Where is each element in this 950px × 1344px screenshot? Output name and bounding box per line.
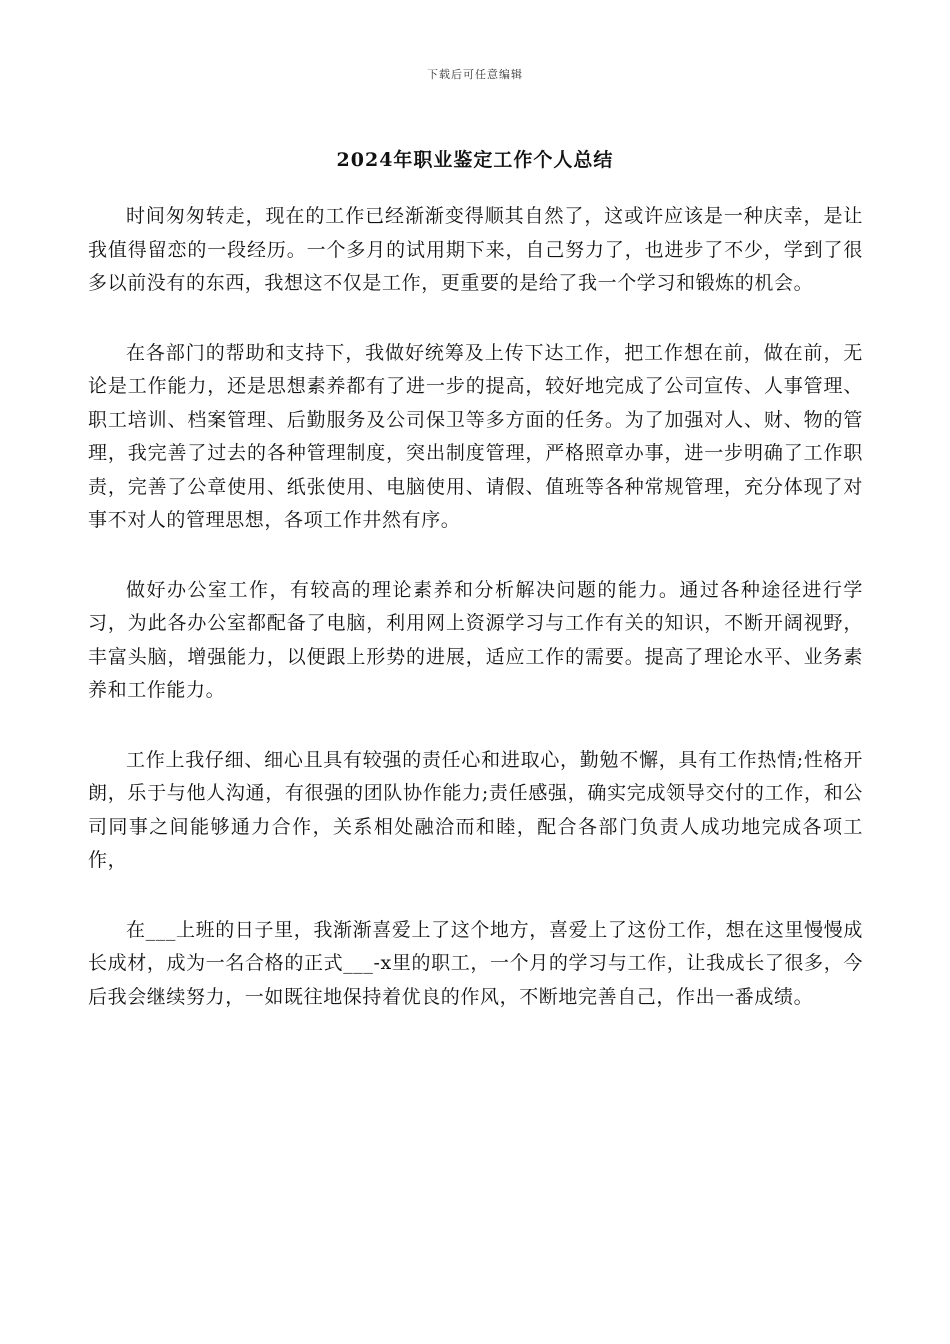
document-title: 2024年职业鉴定工作个人总结 [336,149,614,171]
paragraph-4: 工作上我仔细、细心且具有较强的责任心和进取心，勤勉不懈，具有工作热情;性格开朗，乐于与他人沟通，有很强的团队协作能力;责任感强，确实完成领导交付的工作，和公司同事之间能够通力合作，关系相处融洽而和睦，配合各部门负责人成功地完成各项工作， [88,748,863,871]
paragraph-3: 做好办公室工作，有较高的理论素养和分析解决问题的能力。通过各种途径进行学习，为此各办公室都配备了电脑，利用网上资源学习与工作有关的知识，不断开阔视野，丰富头脑，增强能力，以便跟上形势的进展，适应工作的需要。提高了理论水平、业务素养和工作能力。 [88,578,863,701]
document-body [88,200,863,1050]
paragraph-2: 在各部门的帮助和支持下，我做好统筹及上传下达工作，把工作想在前，做在前，无论是工作能力，还是思想素养都有了进一步的提高，较好地完成了公司宣传、人事管理、职工培训、档案管理、后勤服务及公司保卫等多方面的任务。为了加强对人、财、物的管理，我完善了过去的各种管理制度，突出制度管理，严格照章办事，进一步明确了工作职责，完善了公章使用、纸张使用、电脑使用、请假、值班等各种常规管理，充分体现了对事不对人的管理思想，各项工作井然有序。 [88,341,863,531]
page-header-note: 下载后可任意编辑 [427,68,523,81]
paragraph-1: 时间匆匆转走，现在的工作已经渐渐变得顺其自然了，这或许应该是一种庆幸，是让我值得留恋的一段经历。一个多月的试用期下来，自己努力了，也进步了不少，学到了很多以前没有的东西，我想这不仅是工作，更重要的是给了我一个学习和锻炼的机会。 [88,205,863,294]
paragraph-5: 在___上班的日子里，我渐渐喜爱上了这个地方，喜爱上了这份工作，想在这里慢慢成长成材，成为一名合格的正式___-x里的职工，一个月的学习与工作，让我成长了很多，今后我会继续努力，一如既往地保持着优良的作风，不断地完善自己，作出一番成绩。 [88,918,863,1008]
